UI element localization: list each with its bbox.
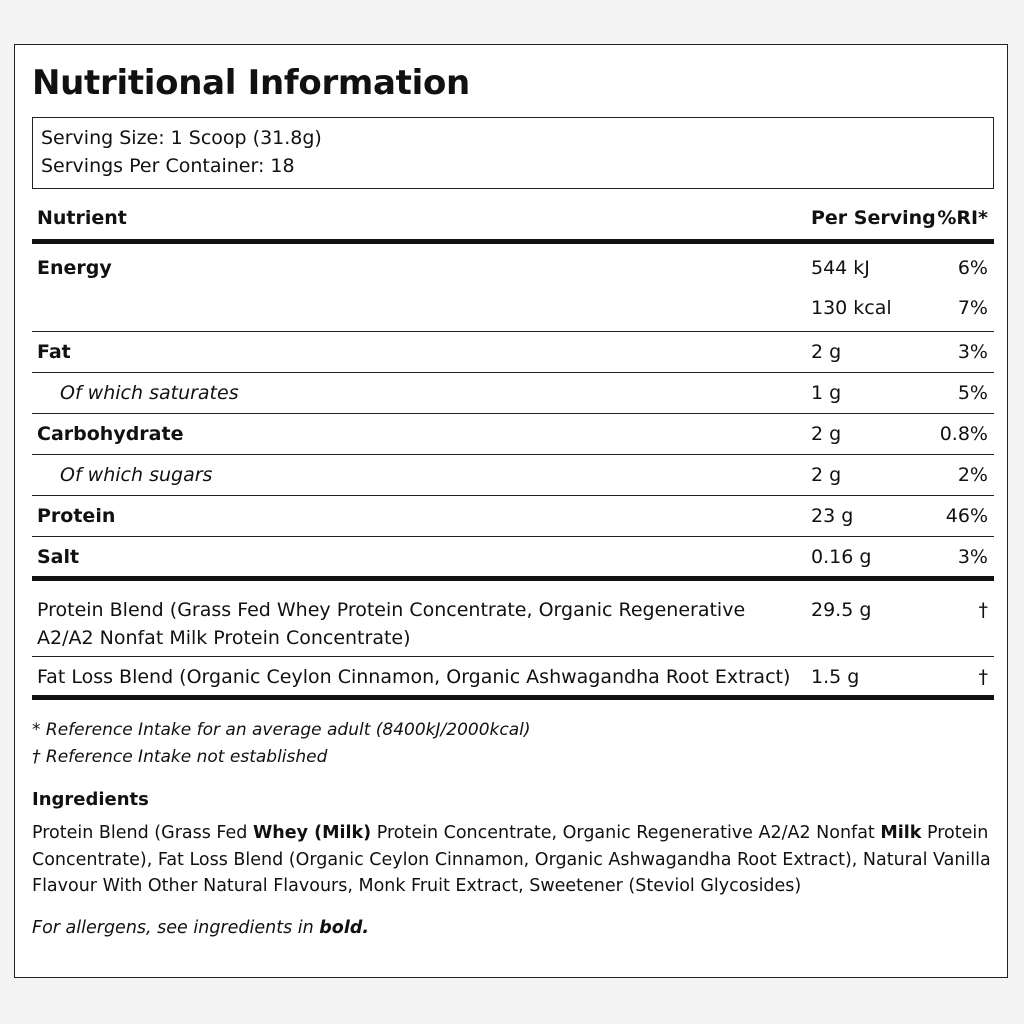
protein-value: 23 g [811, 505, 854, 527]
fat-loss-blend-ri: † [978, 666, 988, 688]
table-row-salt [32, 537, 994, 581]
fat-loss-blend-value: 1.5 g [811, 666, 860, 688]
sugars-label: Of which sugars [60, 464, 213, 486]
allergen-note [32, 918, 369, 938]
table-row-energy [32, 244, 994, 332]
dagger-footnote: † Reference Intake not established [32, 747, 328, 767]
ingredients-allergen-milk: Milk [880, 823, 922, 843]
ri-footnote: * Reference Intake for an average adult (8400kJ/2000kcal) [32, 720, 531, 740]
fat-value: 2 g [811, 341, 842, 363]
energy-kcal-ri: 7% [957, 297, 988, 319]
nutrition-panel [14, 44, 1008, 978]
protein-blend-label-line2: A2/A2 Nonfat Milk Protein Concentrate) [37, 627, 411, 649]
allergen-note-bold: bold. [319, 918, 370, 938]
saturates-value: 1 g [811, 382, 842, 404]
table-row-protein-blend [32, 581, 994, 657]
nutrition-table [32, 194, 994, 700]
serving-info-box [32, 117, 994, 189]
fat-ri: 3% [957, 341, 988, 363]
protein-label: Protein [37, 505, 116, 527]
protein-blend-value: 29.5 g [811, 599, 872, 621]
page-title: Nutritional Information [32, 63, 470, 103]
table-row-sugars [32, 455, 994, 496]
header-nutrient: Nutrient [37, 207, 127, 229]
header-per-serving: Per Serving [811, 207, 936, 229]
allergen-note-text: For allergens, see ingredients in [32, 918, 320, 938]
footnotes [32, 717, 531, 771]
ingredients-part-3: Protein Concentrate), Fat Loss Blend (Organic Ceylon Cinnamon, Organic Ashwagandha Root Extract), Natural Vanilla Flavour With Other Natural Flavours, Monk Fruit Extract, Sweetener (Steviol Glycosides) [32, 823, 991, 896]
table-row-fat-loss-blend [32, 657, 994, 700]
salt-label: Salt [37, 546, 80, 568]
table-row-carbohydrate [32, 414, 994, 455]
carbohydrate-ri: 0.8% [939, 423, 988, 445]
energy-kj-value: 544 kJ [811, 257, 870, 279]
servings-per-container: Servings Per Container: 18 [41, 155, 295, 177]
protein-blend-label-line1: Protein Blend (Grass Fed Whey Protein Concentrate, Organic Regenerative [37, 599, 746, 621]
serving-size: Serving Size: 1 Scoop (31.8g) [41, 127, 322, 149]
fat-label: Fat [37, 341, 71, 363]
ingredients-text [32, 820, 1000, 900]
table-row-saturates [32, 373, 994, 414]
energy-kcal-value: 130 kcal [811, 297, 892, 319]
ingredients-part-2: Protein Concentrate, Organic Regenerative A2/A2 Nonfat [371, 823, 881, 843]
sugars-value: 2 g [811, 464, 842, 486]
fat-loss-blend-label: Fat Loss Blend (Organic Ceylon Cinnamon, Organic Ashwagandha Root Extract) [37, 666, 791, 688]
ingredients-allergen-whey: Whey (Milk) [252, 823, 372, 843]
protein-blend-ri: † [978, 599, 988, 621]
ingredients-part-1: Protein Blend (Grass Fed [32, 823, 253, 843]
saturates-label: Of which saturates [60, 382, 239, 404]
table-row-protein [32, 496, 994, 537]
table-row-fat [32, 332, 994, 373]
sugars-ri: 2% [957, 464, 988, 486]
protein-ri: 46% [945, 505, 988, 527]
energy-kj-ri: 6% [957, 257, 988, 279]
energy-label: Energy [37, 257, 112, 279]
header-ri: %RI* [937, 207, 988, 229]
saturates-ri: 5% [957, 382, 988, 404]
carbohydrate-label: Carbohydrate [37, 423, 184, 445]
salt-value: 0.16 g [811, 546, 872, 568]
ingredients-heading: Ingredients [32, 789, 149, 810]
carbohydrate-value: 2 g [811, 423, 842, 445]
table-header [32, 194, 994, 244]
salt-ri: 3% [957, 546, 988, 568]
